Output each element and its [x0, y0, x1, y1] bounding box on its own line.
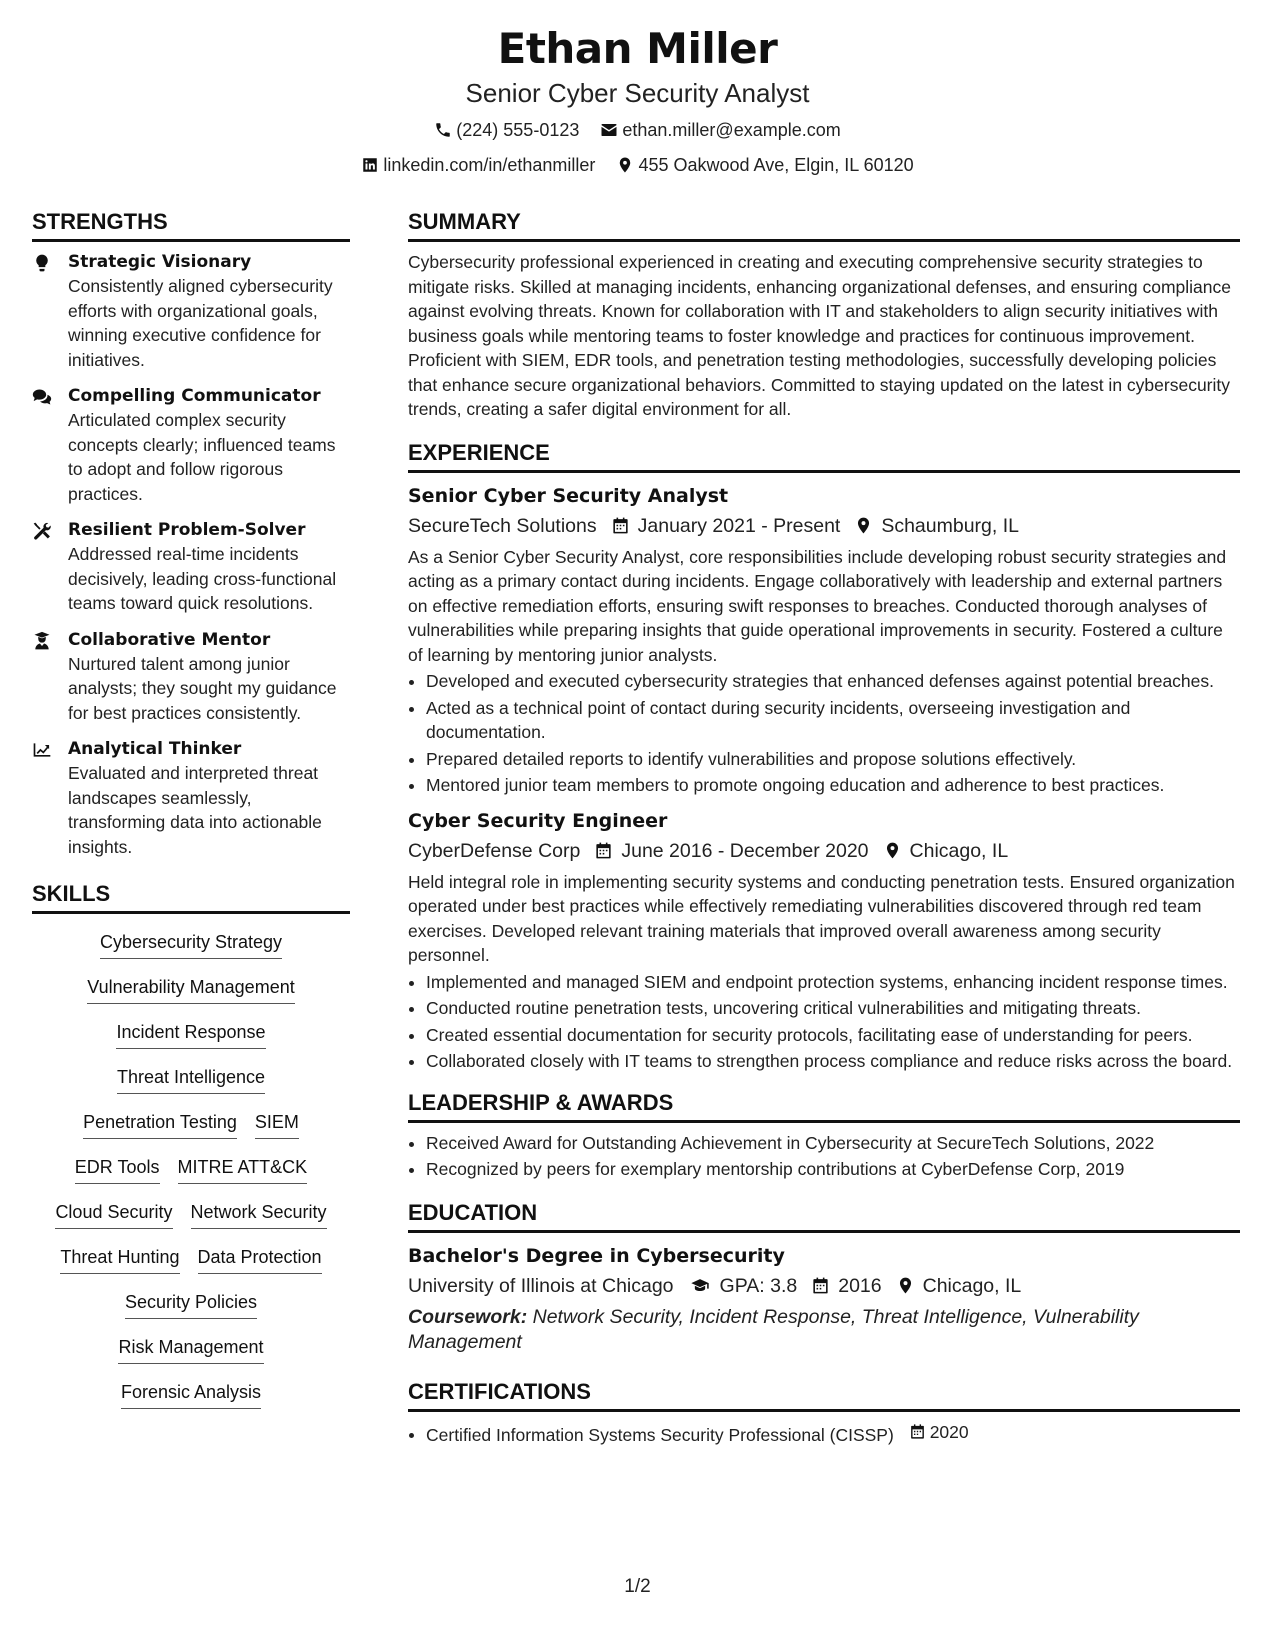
linkedin-contact[interactable] [361, 153, 595, 177]
strength-description: Evaluated and interpreted threat landscapes seamlessly, transforming data into actionable insights. [68, 763, 322, 857]
skill-tag: Threat Hunting [60, 1245, 179, 1274]
resume-header [0, 22, 1275, 180]
job-dates-text: January 2021 - Present [637, 514, 841, 537]
skill-tag: Data Protection [198, 1245, 322, 1274]
address-contact [616, 153, 913, 177]
phone-icon [434, 121, 452, 139]
strength-name: Analytical Thinker [68, 739, 242, 759]
experience-heading: EXPERIENCE [408, 436, 1240, 473]
job-dates [594, 836, 868, 866]
certifications-heading: CERTIFICATIONS [408, 1375, 1240, 1412]
company-name: SecureTech Solutions [408, 514, 597, 537]
skill-tag: EDR Tools [75, 1155, 160, 1184]
award-item: • Recognized by peers for exemplary mentorship contributions at CyberDefense Corp, 2019 [426, 1157, 1240, 1182]
email-text[interactable]: ethan.miller@example.com [622, 120, 841, 140]
education-heading: EDUCATION [408, 1196, 1240, 1233]
strength-description: Consistently aligned cybersecurity efforts with organizational goals, winning executive confidence for initiatives. [68, 276, 333, 370]
job-meta [408, 836, 1240, 866]
job-bullets [408, 669, 1240, 798]
skill-tag: SIEM [255, 1110, 299, 1139]
gpa [688, 1271, 798, 1301]
school-name: University of Illinois at Chicago [408, 1274, 674, 1297]
strengths-heading: STRENGTHS [32, 205, 350, 242]
phone-contact [434, 118, 579, 142]
skill-tag: Risk Management [118, 1335, 263, 1364]
strength-name: Strategic Visionary [68, 252, 252, 272]
calendar-icon [909, 1423, 926, 1440]
strength-description: Addressed real-time incidents decisively, leading cross-functional teams toward quick resolutions. [68, 544, 337, 613]
graduation-year-text: 2016 [838, 1274, 882, 1297]
job-title: Senior Cyber Security Analyst [408, 484, 729, 507]
map-pin-icon [883, 841, 902, 860]
map-pin-icon [854, 516, 873, 535]
job-bullets [408, 970, 1240, 1074]
skill-tag: MITRE ATT&CK [178, 1155, 308, 1184]
tools-icon [32, 521, 52, 541]
graduation-user-icon [32, 631, 52, 651]
skill-tag: Threat Intelligence [117, 1065, 265, 1094]
job-dates-text: June 2016 - December 2020 [621, 839, 869, 862]
strength-item [32, 384, 350, 506]
left-column [32, 205, 350, 1425]
job-location-text: Chicago, IL [909, 839, 1009, 862]
email-contact[interactable] [600, 118, 840, 142]
summary-text: Cybersecurity professional experienced in creating and executing comprehensive security strategies to mitigate risks. Skilled at managing incidents, enhancing organizational defenses, and ensuring compliance against evolving threats. Known for collaboration with IT and stakeholders to align security initiatives with business goals while mentoring teams to foster knowledge and practices for continuous improvement. Proficient with SIEM, EDR tools, and penetration testing methodologies, successfully developing policies that enhance secure organizational behaviors. Committed to staying updated on the latest in cybersecurity trends, creating a safer digital environment for all. [408, 252, 1231, 419]
certification-name: Certified Information Systems Security Professional (CISSP) [426, 1424, 894, 1445]
skill-tag: Vulnerability Management [87, 975, 294, 1004]
coursework-text: Network Security, Incident Response, Threat Intelligence, Vulnerability Management [408, 1305, 1139, 1353]
coursework [408, 1305, 1240, 1355]
bullet-item: • Collaborated closely with IT teams to strengthen process compliance and reduce risks across the board. [426, 1049, 1240, 1074]
linkedin-text[interactable]: linkedin.com/in/ethanmiller [383, 155, 596, 175]
certifications-list [408, 1420, 1240, 1447]
candidate-name: Ethan Miller [497, 24, 778, 73]
calendar-icon [611, 516, 630, 535]
skill-tag: Cybersecurity Strategy [100, 930, 282, 959]
job-location-text: Schaumburg, IL [881, 514, 1019, 537]
contact-row-1 [0, 118, 1275, 145]
bullet-item: • Prepared detailed reports to identify vulnerabilities and propose solutions effectively. [426, 747, 1240, 772]
strength-description: Articulated complex security concepts clearly; influenced teams to adopt and follow rigorous practices. [68, 410, 336, 504]
bullet-item: • Implemented and managed SIEM and endpoint protection systems, enhancing incident response times. [426, 970, 1240, 995]
awards-list [408, 1131, 1240, 1182]
awards-heading: LEADERSHIP & AWARDS [408, 1086, 1240, 1123]
company-name: CyberDefense Corp [408, 839, 581, 862]
school-location-text: Chicago, IL [922, 1274, 1022, 1297]
skill-tag: Penetration Testing [83, 1110, 237, 1139]
graduation-cap-icon [688, 1276, 712, 1295]
certification-year-text: 2020 [929, 1421, 969, 1442]
strength-item [32, 737, 350, 859]
job-entry [408, 481, 1240, 798]
school-location [896, 1271, 1022, 1301]
bullet-item: • Developed and executed cybersecurity strategies that enhanced defenses against potential breaches. [426, 669, 1240, 694]
calendar-icon [811, 1276, 830, 1295]
map-pin-icon [896, 1276, 915, 1295]
job-description: As a Senior Cyber Security Analyst, core responsibilities include developing robust security strategies and acting as a primary contact during incidents. Engage collaboratively with leadership and external partners on effective remediation efforts, ensuring swift responses to breaches. Conducted thorough analyses of vulnerabilities while preparing insights that guide operational improvements in security. Fostered a culture of learning by mentoring junior analysts. [408, 546, 1227, 665]
job-entry [408, 806, 1240, 1074]
envelope-icon [600, 121, 618, 139]
skill-tag: Security Policies [125, 1290, 257, 1319]
map-pin-icon [616, 156, 634, 174]
certification-year [909, 1420, 969, 1445]
strength-name: Compelling Communicator [68, 386, 321, 406]
degree-title: Bachelor's Degree in Cybersecurity [408, 1244, 785, 1267]
strength-item [32, 518, 350, 616]
calendar-icon [594, 841, 613, 860]
job-location [854, 511, 1019, 541]
right-column [408, 205, 1240, 1449]
lightbulb-icon [32, 253, 52, 273]
strength-item [32, 250, 350, 372]
gpa-text: GPA: 3.8 [719, 1274, 798, 1297]
coursework-label: Coursework: [408, 1305, 528, 1328]
strength-item [32, 628, 350, 726]
skill-tag: Incident Response [116, 1020, 265, 1049]
certification-item [426, 1420, 1240, 1447]
strength-description: Nurtured talent among junior analysts; they sought my guidance for best practices consistently. [68, 653, 337, 723]
address-text: 455 Oakwood Ave, Elgin, IL 60120 [638, 155, 914, 175]
job-location [883, 836, 1009, 866]
award-item: • Received Award for Outstanding Achievement in Cybersecurity at SecureTech Solutions, 2022 [426, 1131, 1240, 1156]
skill-tag: Cloud Security [55, 1200, 172, 1229]
skills-heading: SKILLS [32, 877, 350, 914]
graduation-year [811, 1271, 881, 1301]
job-description: Held integral role in implementing security systems and conducting penetration tests. Ensured organization operated under best practices while effectively remediating vulnerabilities discovered through red team exercises. Developed relevant training materials that improved overall awareness among security personnel. [408, 871, 1235, 965]
strength-name: Resilient Problem-Solver [68, 520, 306, 540]
comments-icon [32, 387, 52, 407]
skill-tag: Forensic Analysis [121, 1380, 261, 1409]
chart-line-icon [32, 740, 52, 760]
bullet-item: • Acted as a technical point of contact during security incidents, overseeing investigation and documentation. [426, 696, 1240, 745]
summary-heading: SUMMARY [408, 205, 1240, 242]
skill-tag: Network Security [191, 1200, 327, 1229]
education-meta [408, 1271, 1240, 1301]
linkedin-icon [361, 156, 379, 174]
phone-text: (224) 555-0123 [456, 120, 580, 140]
job-title: Cyber Security Engineer [408, 809, 668, 832]
bullet-item: • Created essential documentation for security protocols, facilitating ease of understanding for peers. [426, 1023, 1240, 1048]
strength-name: Collaborative Mentor [68, 629, 271, 650]
job-dates [611, 511, 841, 541]
bullet-item: • Conducted routine penetration tests, uncovering critical vulnerabilities and mitigating threats. [426, 996, 1240, 1021]
bullet-item: • Mentored junior team members to promote ongoing education and adherence to best practices. [426, 773, 1240, 798]
candidate-title: Senior Cyber Security Analyst [465, 78, 810, 108]
skills-list [32, 930, 350, 1425]
contact-row-2 [0, 153, 1275, 180]
page-number: 1/2 [624, 1576, 651, 1597]
job-meta [408, 511, 1240, 541]
